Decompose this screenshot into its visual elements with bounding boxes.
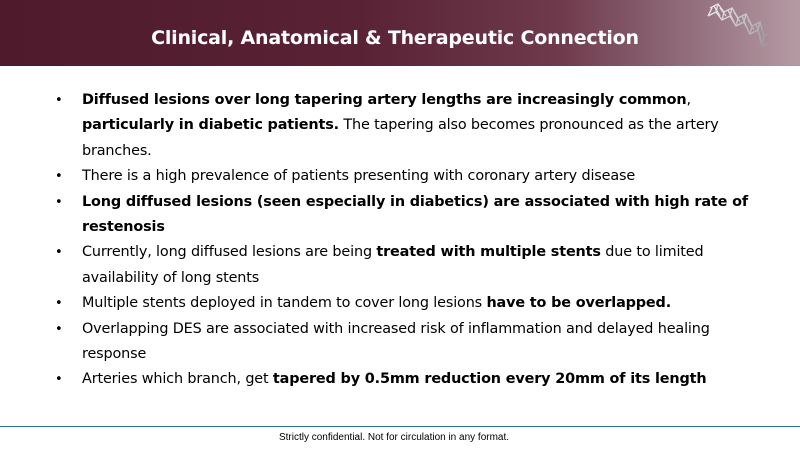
bullet-item: • Multiple stents deployed in tandem to cover long lesions have to be overlapped. <box>52 291 762 316</box>
bullet-dot: • <box>55 372 63 388</box>
footer-divider <box>0 426 800 427</box>
bullet-dot: • <box>55 296 63 312</box>
bullet-item: • Diffused lesions over long tapering artery lengths are increasingly common, particularly in diabetic patients. The tapering also becomes pronounced as the artery branches. <box>52 88 762 164</box>
bullet-list <box>52 88 762 393</box>
bullet-item: • There is a high prevalence of patients presenting with coronary artery disease <box>52 164 762 189</box>
footer-confidentiality-note: Strictly confidential. Not for circulation in any format. <box>278 432 510 443</box>
bullet-item: • Currently, long diffused lesions are being treated with multiple stents due to limited availability of long stents <box>52 240 762 291</box>
bullet-dot: • <box>55 321 63 337</box>
slide-body <box>52 88 762 393</box>
stent-image-icon <box>706 2 770 62</box>
bullet-dot: • <box>55 93 63 108</box>
bullet-item: • Long diffused lesions (seen especially in diabetics) are associated with high rate of restenosis <box>52 190 762 241</box>
bullet-dot: • <box>55 245 63 261</box>
slide-header <box>0 0 800 66</box>
bullet-item: • Overlapping DES are associated with increased risk of inflammation and delayed healing response <box>52 317 762 368</box>
bullet-dot: • <box>55 169 63 185</box>
slide-title: Clinical, Anatomical & Therapeutic Connection <box>151 27 639 49</box>
bullet-dot: • <box>55 194 63 210</box>
bullet-item: • Arteries which branch, get tapered by 0.5mm reduction every 20mm of its length <box>52 367 762 392</box>
